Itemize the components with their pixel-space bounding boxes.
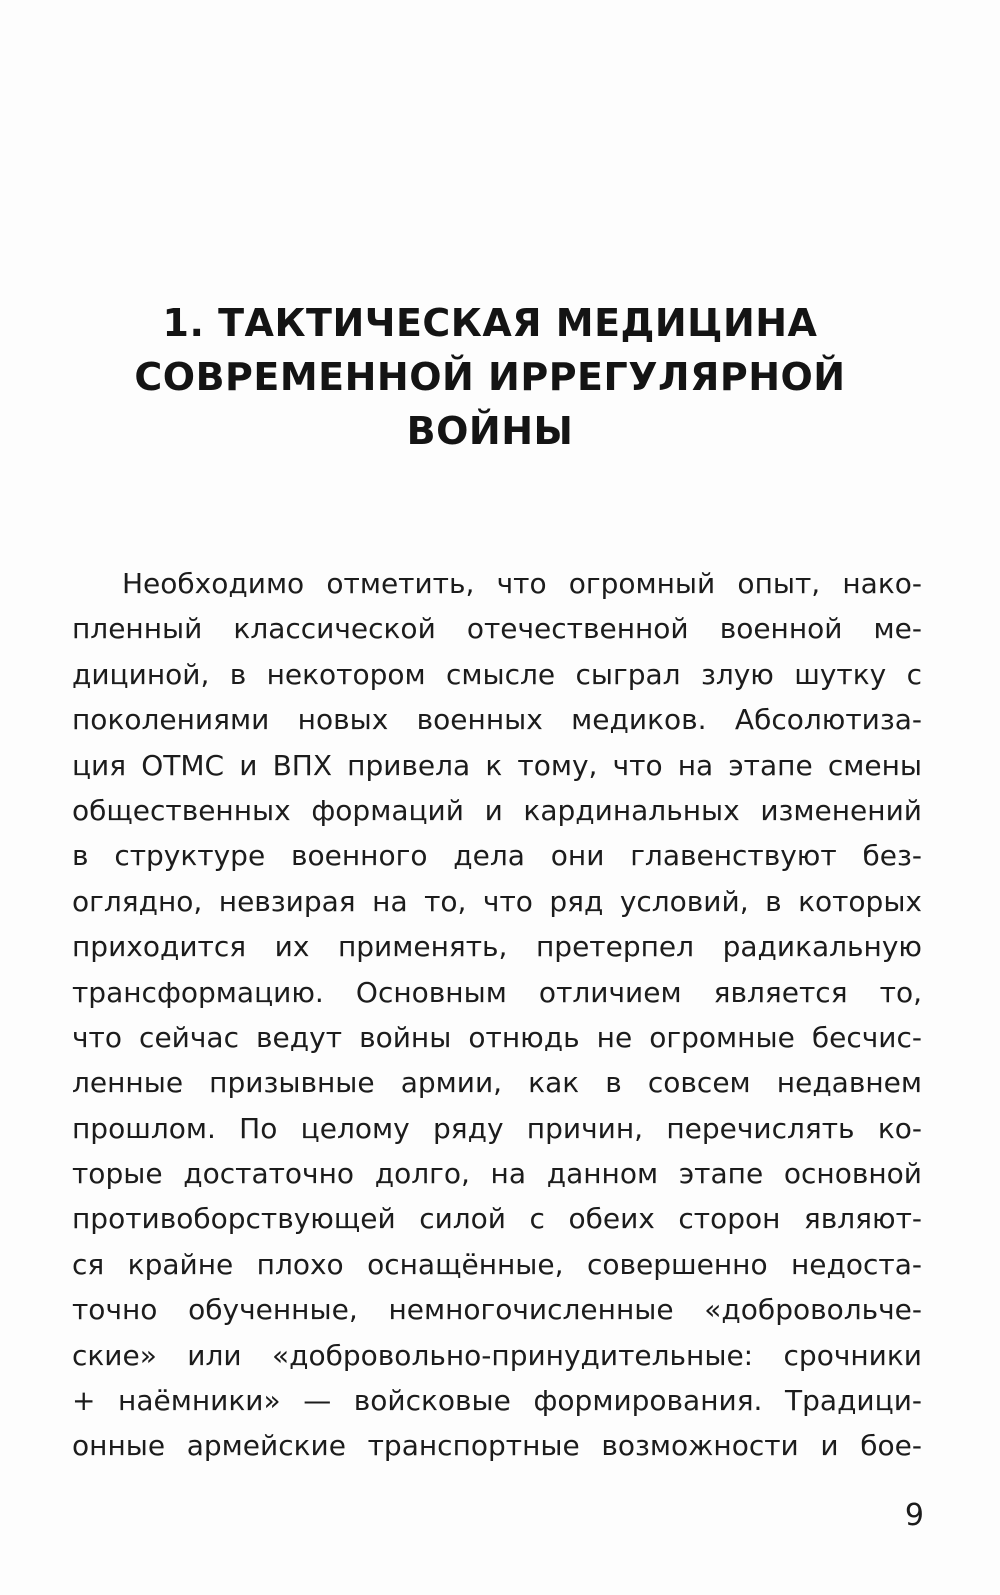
chapter-title-line-2: СОВРЕМЕННОЙ ИРРЕГУЛЯРНОЙ — [134, 355, 846, 399]
text-line: общественных формаций и кардинальных изменений — [72, 793, 922, 827]
body-paragraph — [72, 561, 922, 1469]
text-line: что сейчас ведут войны отнюдь не огромные бесчис- — [72, 1020, 922, 1054]
text-line: ция ОТМС и ВПХ привела к тому, что на этапе смены — [72, 748, 922, 782]
text-line: прошлом. По целому ряду причин, перечислять ко- — [72, 1111, 922, 1145]
text-line: онные армейские транспортные возможности и бое- — [72, 1429, 922, 1463]
text-line: Необходимо отметить, что огромный опыт, нако- — [122, 567, 922, 600]
text-line: + наёмники» — войсковые формирования. Традици- — [72, 1384, 922, 1418]
text-line: пленный классической отечественной военной ме- — [72, 612, 922, 646]
chapter-title — [100, 296, 880, 458]
text-line: приходится их применять, претерпел радикальную — [72, 930, 922, 964]
text-line: оглядно, невзирая на то, что ряд условий, в которых — [72, 884, 922, 918]
text-line: ленные призывные армии, как в совсем недавнем — [72, 1066, 922, 1100]
page-number: 9 — [904, 1498, 924, 1533]
text-line: точно обученные, немногочисленные «добровольче- — [72, 1293, 922, 1327]
text-line: в структуре военного дела они главенствуют без- — [72, 839, 922, 873]
text-line: противоборствующей силой с обеих сторон являют- — [72, 1202, 922, 1236]
text-line: поколениями новых военных медиков. Абсолютиза- — [72, 703, 922, 737]
text-line: ские» или «добровольно-принудительные: срочники — [72, 1338, 922, 1372]
text-line: дициной, в некотором смысле сыграл злую шутку с — [72, 657, 922, 691]
chapter-title-line-3: ВОЙНЫ — [406, 409, 574, 453]
text-line: ся крайне плохо оснащённые, совершенно недоста- — [72, 1247, 922, 1281]
text-line: торые достаточно долго, на данном этапе основной — [72, 1157, 922, 1191]
text-line: трансформацию. Основным отличием является то, — [72, 975, 922, 1009]
chapter-title-line-1: 1. ТАКТИЧЕСКАЯ МЕДИЦИНА — [162, 301, 818, 345]
